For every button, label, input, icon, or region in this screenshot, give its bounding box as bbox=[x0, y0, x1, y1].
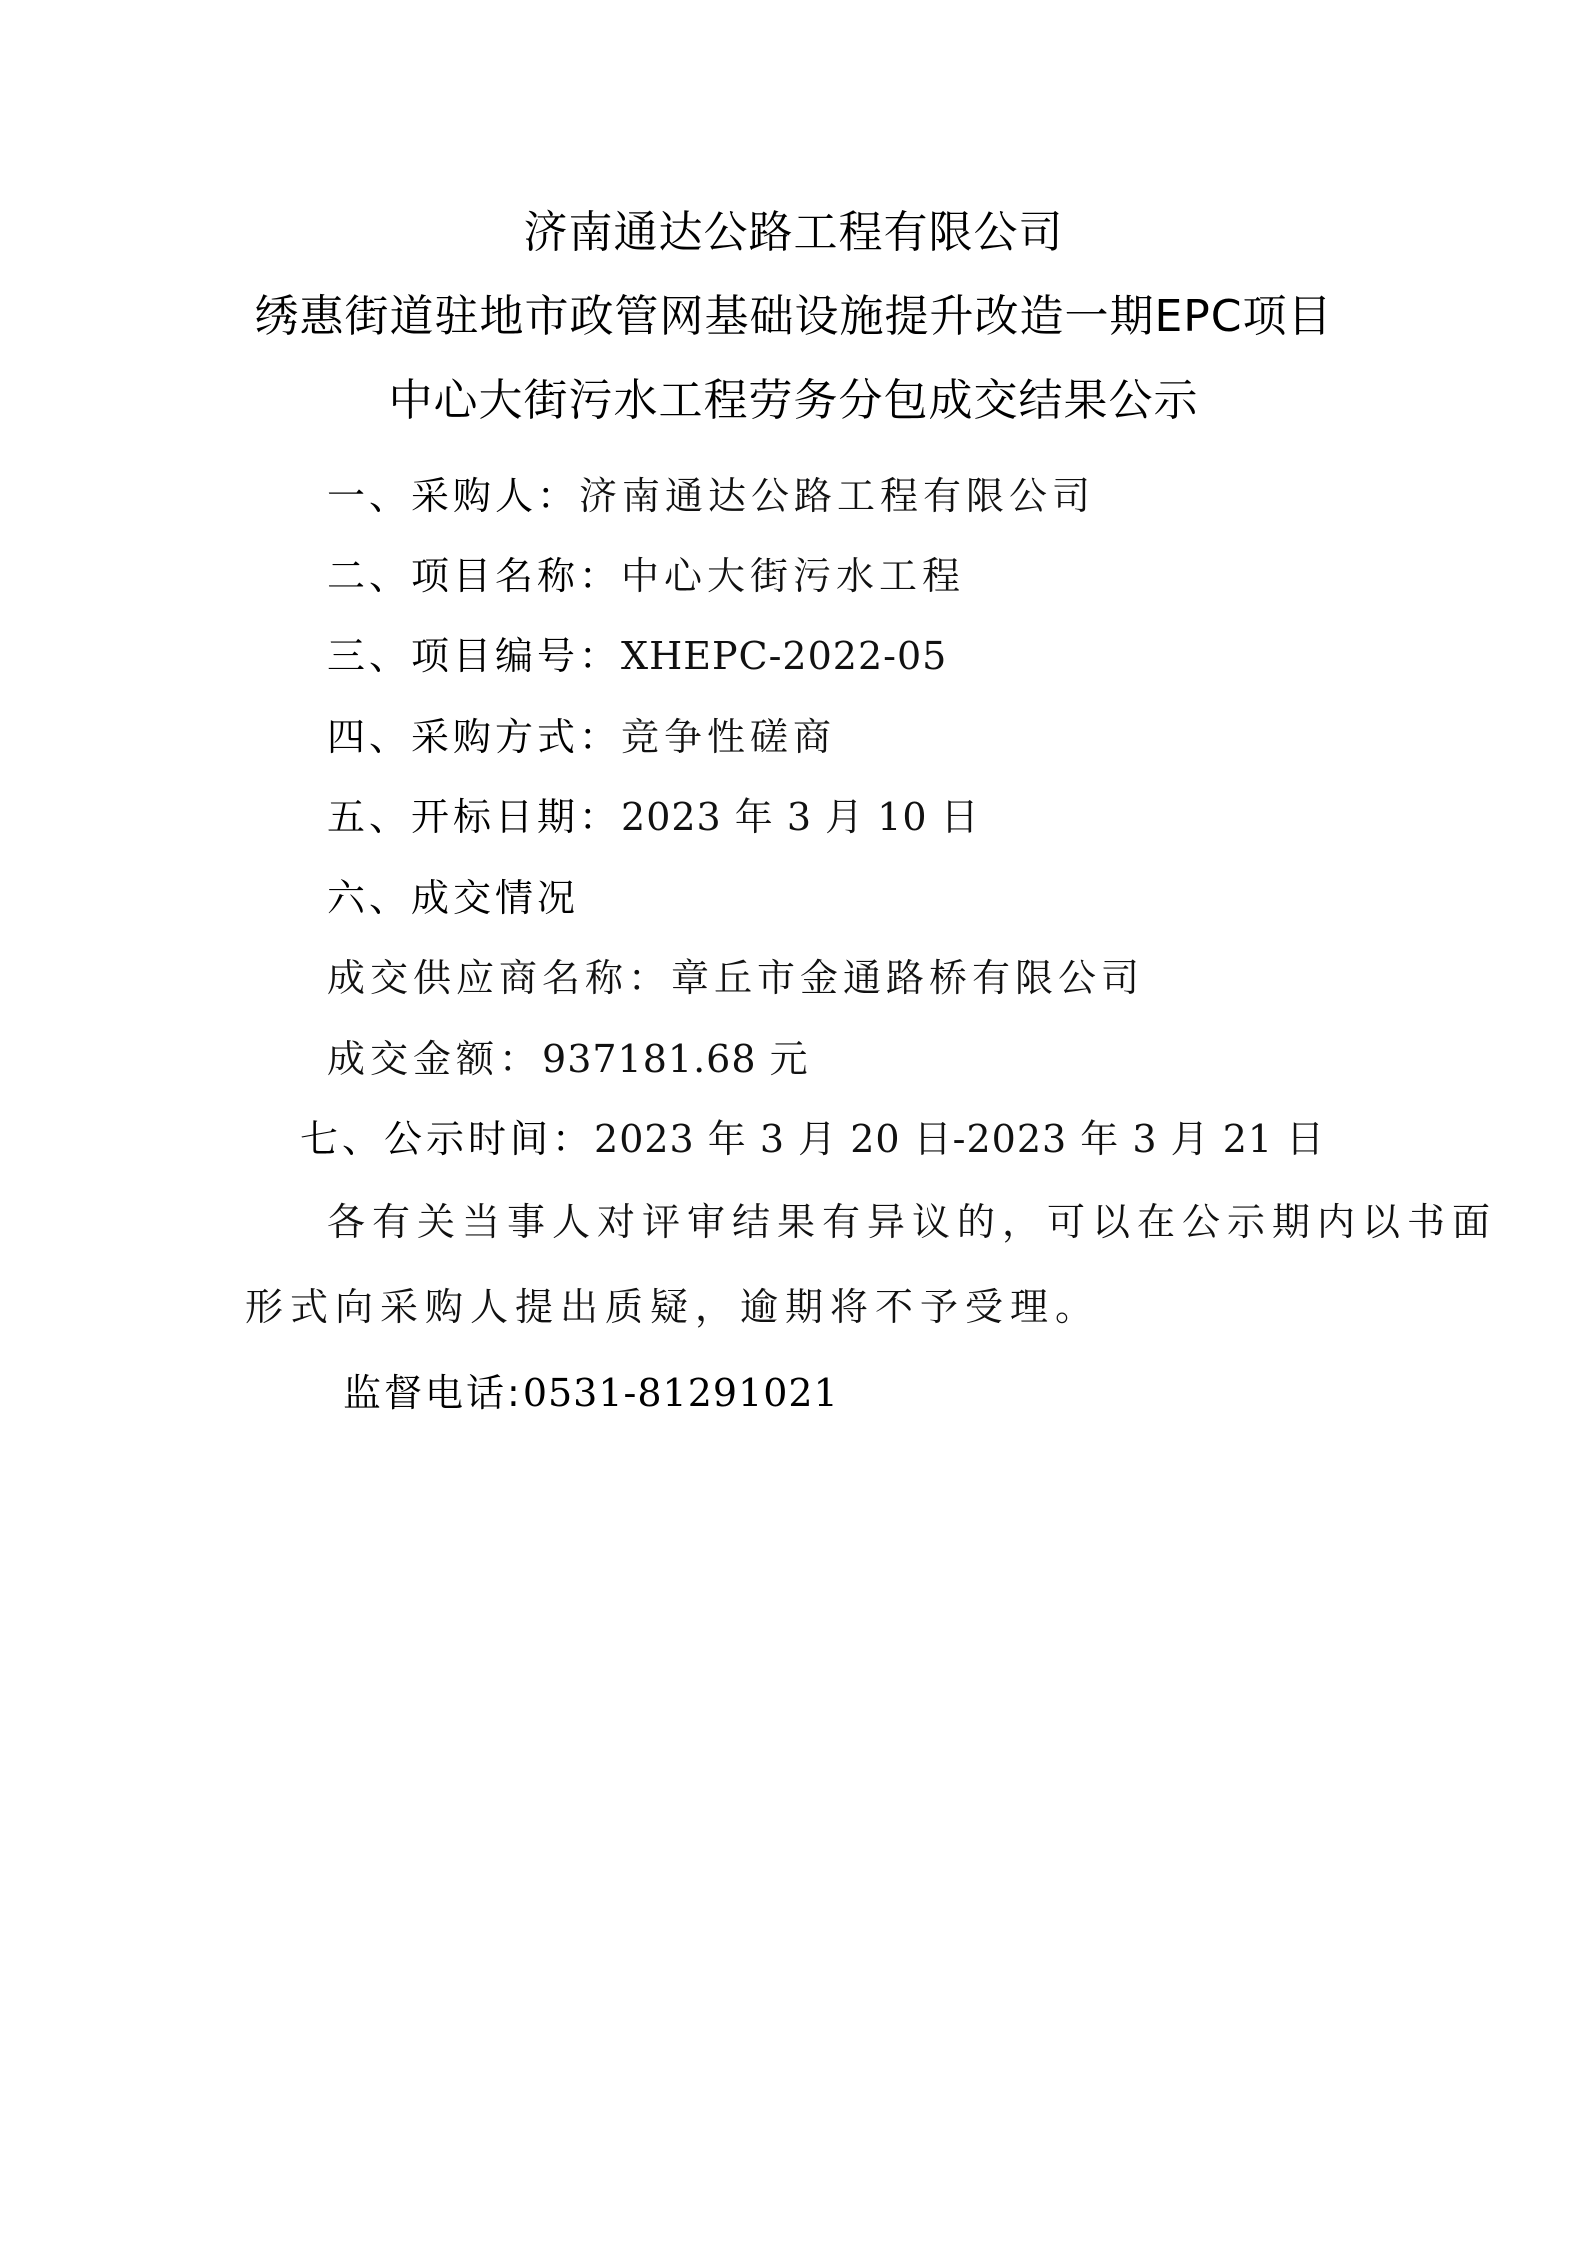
purchaser-row bbox=[327, 470, 1095, 522]
company-title: 济南通达公路工程有限公司 bbox=[523, 207, 1064, 258]
procurement-method-label: 四、采购方式： bbox=[327, 715, 622, 759]
transaction-result-label: 六、成交情况 bbox=[327, 876, 580, 920]
procurement-method-value: 竞争性磋商 bbox=[621, 715, 837, 759]
bid-opening-date-label: 五、开标日期： bbox=[327, 795, 622, 839]
supervision-phone-number: 0531-81291021 bbox=[522, 1371, 839, 1415]
notice-period-row bbox=[300, 1113, 1325, 1165]
project-number-row bbox=[327, 630, 947, 682]
purchaser-value: 济南通达公路工程有限公司 bbox=[579, 474, 1096, 518]
purchaser-label: 一、采购人： bbox=[327, 474, 580, 518]
supplier-value: 章丘市金通路桥有限公司 bbox=[671, 956, 1145, 1000]
project-number-label: 三、项目编号： bbox=[327, 634, 622, 678]
supervision-phone-label: 监督电话: bbox=[343, 1371, 523, 1415]
supplier-row bbox=[327, 952, 1144, 1004]
project-name-label: 二、项目名称： bbox=[327, 554, 622, 598]
amount-label: 成交金额： bbox=[327, 1037, 543, 1081]
notice-period-value: 2023 年 3 月 20 日-2023 年 3 月 21 日 bbox=[594, 1117, 1326, 1161]
announcement-title: 中心大街污水工程劳务分包成交结果公示 bbox=[388, 375, 1199, 426]
supervision-phone-row bbox=[343, 1367, 839, 1419]
notice-period-label: 七、公示时间： bbox=[300, 1117, 595, 1161]
bid-opening-date-value: 2023 年 3 月 10 日 bbox=[621, 795, 980, 839]
project-name-row bbox=[327, 550, 965, 602]
project-number-value: XHEPC-2022-05 bbox=[621, 634, 948, 678]
bid-opening-date-row bbox=[327, 791, 980, 843]
objection-paragraph-line1: 各有关当事人对评审结果有异议的，可以在公示期内以书面 bbox=[327, 1200, 1498, 1244]
amount-row bbox=[327, 1033, 809, 1085]
objection-paragraph-line2: 形式向采购人提出质疑，逾期将不予受理。 bbox=[245, 1285, 1101, 1329]
transaction-result-row bbox=[327, 872, 579, 924]
project-name-value: 中心大街污水工程 bbox=[621, 554, 966, 598]
project-title: 绣惠街道驻地市政管网基础设施提升改造一期EPC项目 bbox=[254, 291, 1333, 342]
procurement-method-row bbox=[327, 711, 836, 763]
supplier-label: 成交供应商名称： bbox=[327, 956, 672, 1000]
amount-value: 937181.68 元 bbox=[542, 1037, 809, 1081]
